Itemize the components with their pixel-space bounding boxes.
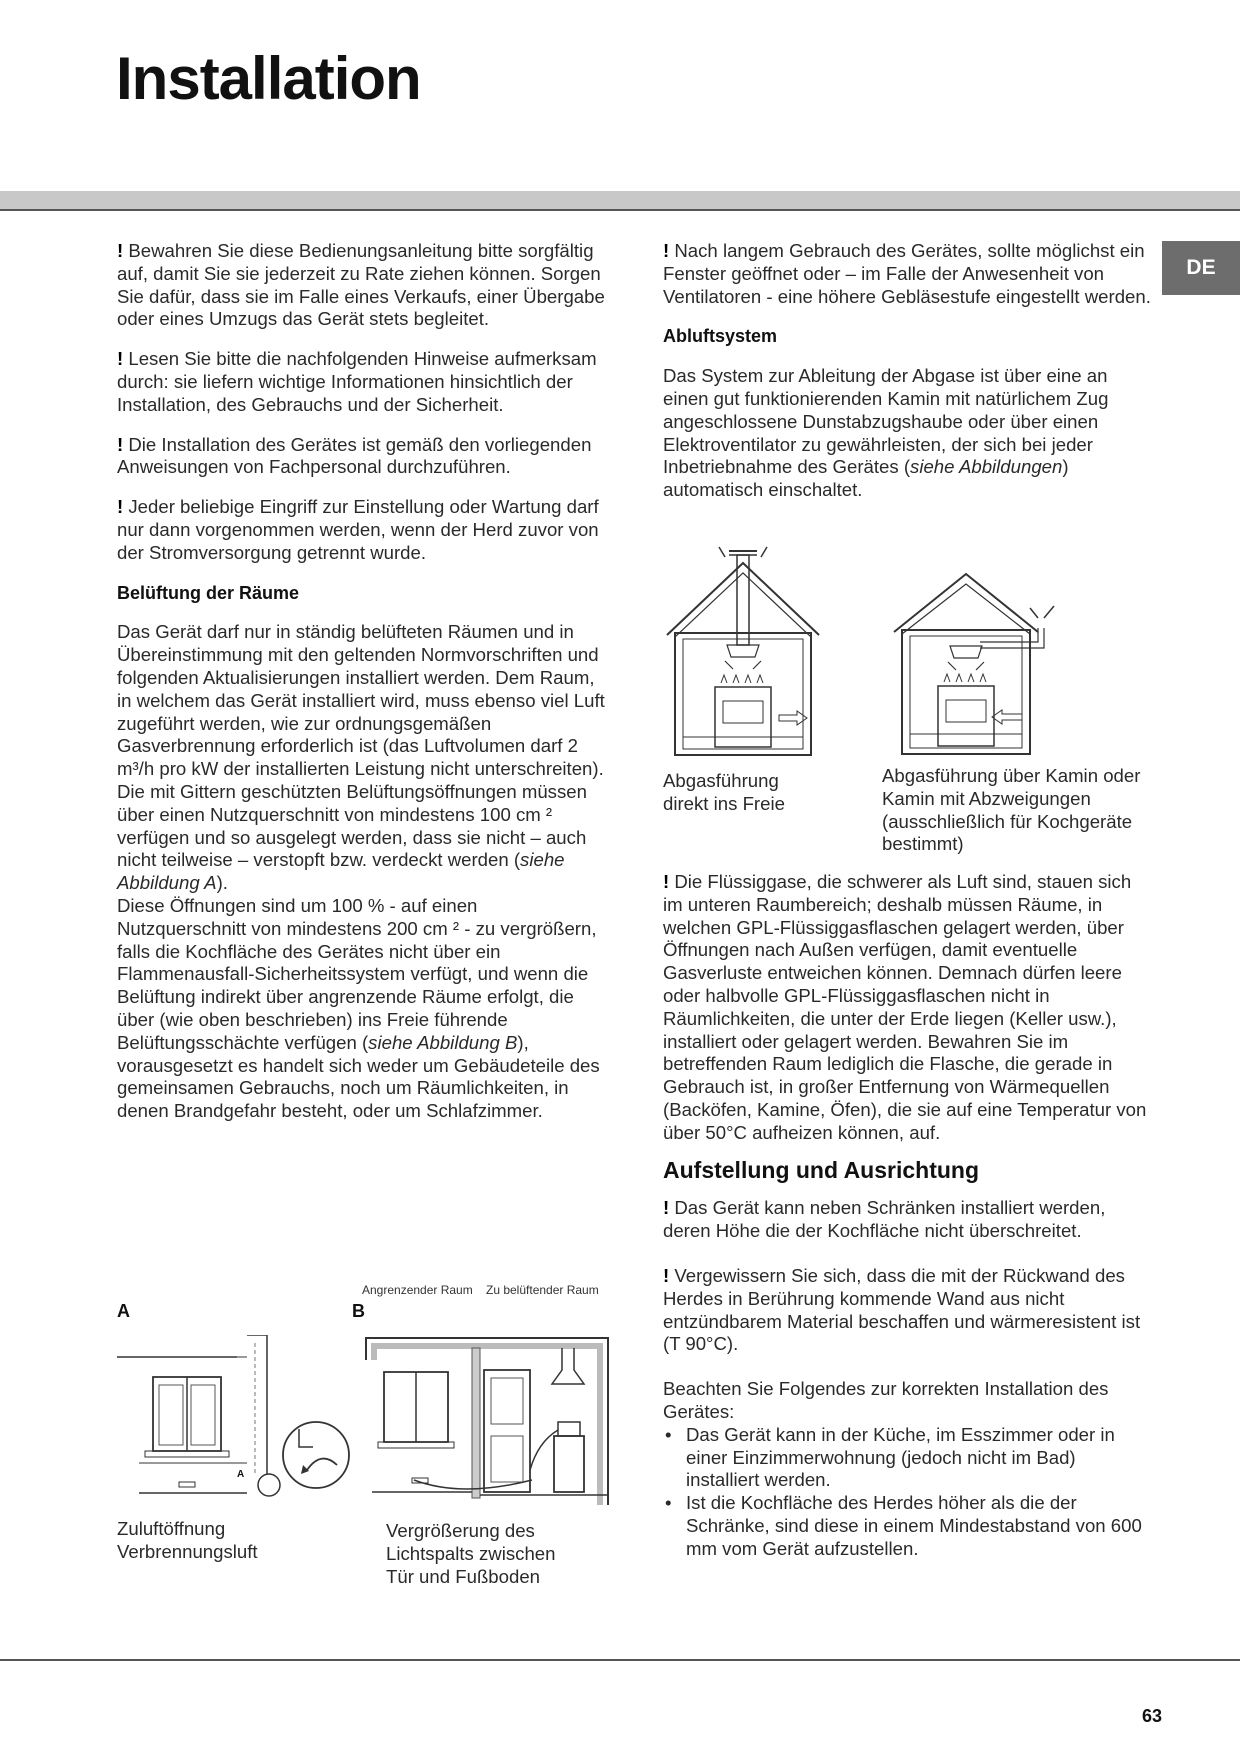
- figure-a: [117, 1335, 357, 1505]
- page-number: 63: [1142, 1706, 1163, 1726]
- warning-mark: !: [117, 433, 124, 455]
- section-heading: Abluftsystem: [663, 326, 778, 347]
- warning-mark: !: [663, 1264, 670, 1286]
- paragraph: Das System zur Ableitung der Abgase ist über eine an einen gut funktionierenden Kamin mit natürlichem Zug angeschlossene Dunstabzugshaube oder über einen Elektroventilator zu gewährleisten, der sich bei jeder Inbetriebnahme des Gerätes (siehe Abbildungen) automatisch einschaltet.: [663, 365, 1109, 501]
- page-title: Installation: [116, 45, 421, 112]
- exhaust-caption-direct: Abgasführung direkt ins Freie: [663, 770, 785, 814]
- room-label-adjacent: Angrenzender Raum: [362, 1283, 473, 1297]
- figure-a-label: A: [117, 1301, 130, 1321]
- warning-mark: !: [663, 871, 670, 892]
- list-item: • Ist die Kochfläche des Herdes höher als die der Schränke, sind diese in einem Mindestabstand von 600 mm vom Gerät aufzustellen.: [663, 1492, 1153, 1560]
- paragraph: ! Die Flüssiggase, die schwerer als Luft sind, stauen sich im unteren Raumbereich; deshalb müssen Räume, in welchen GPL-Flüssiggasflaschen gelagert werden, über Öffnungen nach Außen verfügen, damit eventuelle Gasverluste entweichen können. Demnach dürfen leere oder halbvolle GPL-Flüssiggasflaschen nicht in Räumlichkeiten, die unter der Erde liegen (Keller usw.), installiert oder gelagert werden. Bewahren Sie im betreffenden Raum lediglich die Flasche, die gerade in Gebrauch ist, in großer Entfernung von Wärmequellen (Backöfen, Kamine, Öfen), die sie auf eine Temperatur von über 50°C aufheizen können, auf.: [663, 871, 1147, 1143]
- paragraph: Beachten Sie Folgendes zur korrekten Installation des Gerätes:: [663, 1378, 1109, 1422]
- language-tab: DE: [1162, 241, 1240, 295]
- exhaust-figure-chimney: [888, 568, 1068, 758]
- paragraph: ! Lesen Sie bitte die nachfolgenden Hinweise aufmerksam durch: sie liefern wichtige Informationen hinsichtlich der Installation, des Gebrauchs und der Sicherheit.: [117, 348, 597, 415]
- section-heading: Belüftung der Räume: [117, 582, 300, 603]
- warning-mark: !: [117, 348, 124, 370]
- footer-rule: [0, 1659, 1240, 1661]
- room-label-ventilate: Zu belüftender Raum: [486, 1283, 599, 1297]
- figure-b-label: B: [352, 1301, 365, 1321]
- paragraph: ! Nach langem Gebrauch des Gerätes, sollte möglichst ein Fenster geöffnet oder – im Falle der Anwesenheit von Ventilatoren - eine höhere Gebläsestufe eingestellt werden.: [663, 240, 1151, 307]
- paragraph: ! Die Installation des Gerätes ist gemäß den vorliegenden Anweisungen von Fachpersonal durchzuführen.: [117, 433, 592, 478]
- warning-mark: !: [117, 240, 124, 261]
- figure-a-marker: A: [237, 1469, 245, 1480]
- paragraph: ! Jeder beliebige Eingriff zur Einstellung oder Wartung darf nur dann vorgenommen werden, wenn der Herd zuvor von der Stromversorgung getrennt wurde.: [117, 496, 599, 563]
- bullet-list: [663, 1424, 1153, 1561]
- section-title: Aufstellung und Ausrichtung: [663, 1156, 980, 1183]
- right-column-bottom: [663, 871, 1153, 1561]
- figure-b: [362, 1330, 612, 1505]
- paragraph: ! Bewahren Sie diese Bedienungsanleitung bitte sorgfältig auf, damit Sie sie jederzeit zu Rate ziehen können. Sorgen Sie dafür, dass sie im Falle eines Verkaufs, einer Übergabe oder eines Umzugs das Gerät stets begleitet.: [117, 240, 605, 330]
- figure-b-caption: Vergrößerung des Lichtspalts zwischen Tür und Fußboden: [386, 1520, 556, 1587]
- exhaust-figure-direct: [663, 545, 823, 760]
- list-item: • Das Gerät kann in der Küche, im Esszimmer oder in einer Einzimmerwohnung (jedoch nicht im Bad) installiert werden.: [663, 1424, 1153, 1492]
- paragraph: ! Das Gerät kann neben Schränken installiert werden, deren Höhe die der Kochfläche nicht überschreitet.: [663, 1197, 1106, 1242]
- right-column-top: [663, 240, 1153, 519]
- figure-a-caption: Zuluftöffnung Verbrennungsluft: [117, 1518, 258, 1562]
- paragraph: ! Vergewissern Sie sich, dass die mit der Rückwand des Herdes in Berührung kommende Wand aus nicht entzündbarem Material beschaffen und wärmeresistent ist (T 90°C).: [663, 1264, 1141, 1355]
- warning-mark: !: [663, 240, 670, 261]
- paragraph: Das Gerät darf nur in ständig belüfteten Räumen und in Übereinstimmung mit den geltenden Normvorschriften und folgenden Aktualisierungen installiert werden. Dem Raum, in welchem das Gerät installiert wird, muss ebenso viel Luft zugeführt werden, wie zur ordnungsgemäßen Gasverbrennung erforderlich ist (das Luftvolumen darf 2 m³/h pro kW der installierten Leistung nicht unterschreiten). Die mit Gittern geschützten Belüftungsöffnungen müssen über einen Nutzquerschnitt von mindestens 100 cm ² verfügen und so ausgelegt werden, dass sie nicht – auch nicht teilweise – verstopft bzw. verdeckt werden (siehe Abbildung A). Diese Öffnungen sind um 100 % - auf einen Nutzquerschnitt von mindestens 200 cm ² - zu vergrößern, falls die Kochfläche des Gerätes nicht über ein Flammenausfall-Sicherheitssystem verfügt, und wenn die Belüftung indirekt über angrenzende Räume erfolgt, die über (wie oben beschrieben) ins Freie führende Belüftungsschächte verfügen (siehe Abbildung B), vorausgesetzt es handelt sich weder um Gebäudeteile des gemeinsamen Gebrauchs, noch um Räumlichkeiten, in denen Brandgefahr besteht, oder um Schlafzimmer.: [117, 621, 605, 1122]
- left-column: [117, 240, 609, 1123]
- warning-mark: !: [663, 1197, 670, 1219]
- warning-mark: !: [117, 496, 124, 518]
- header-bar: [0, 191, 1240, 211]
- exhaust-caption-chimney: Abgasführung über Kamin oder Kamin mit Abzweigungen (ausschließlich für Kochgeräte bestimmt): [882, 765, 1141, 855]
